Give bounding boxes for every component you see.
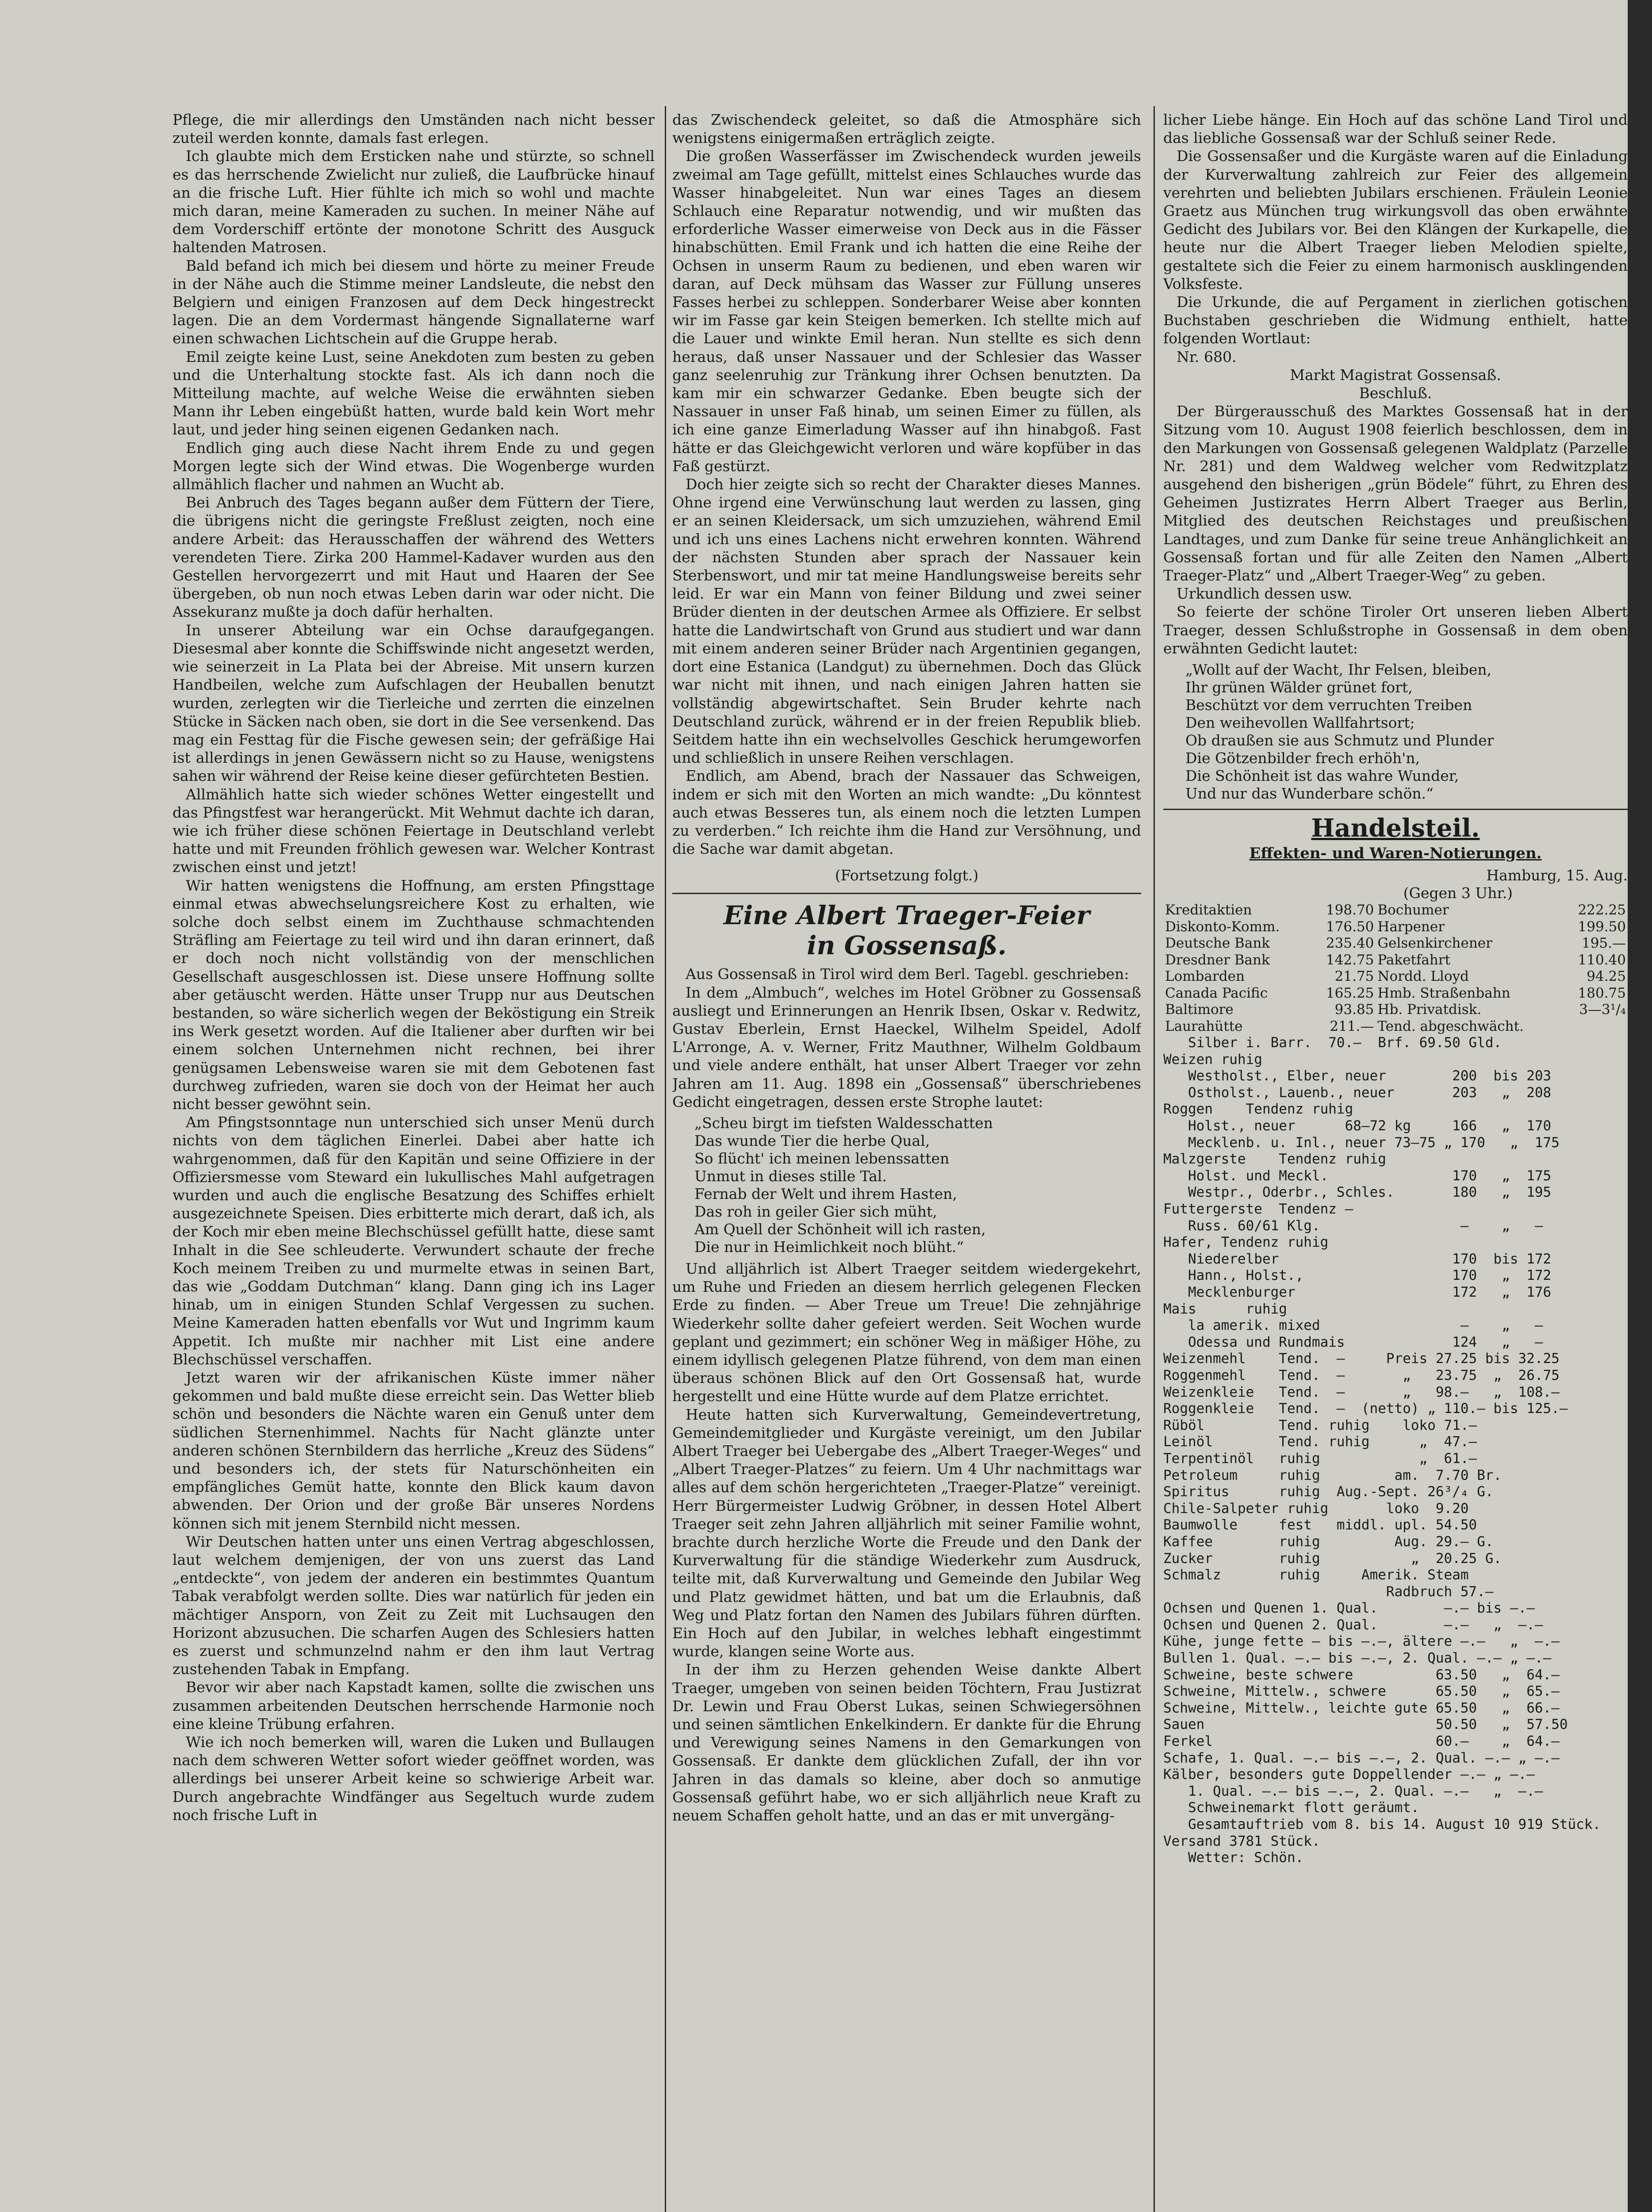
market-quote-line: Weizen ruhig <box>1163 1051 1262 1068</box>
paragraph: Allmählich hatte sich wieder schönes Wetter eingestellt und das Pfingstfest war herangerückt. Mit Wehmut dachte ich daran, wie ich früher diese schönen Feiertage in Deutschland verlebt hatte und mit Freunden fröhlich gewesen war. Welcher Kontrast zwischen einst und jetzt! <box>172 785 655 876</box>
market-quote-line: Westpr., Oderbr., Schles. 180 „ 195 <box>1163 1184 1552 1201</box>
market-quote-line: Sauen 50.50 „ 57.50 <box>1163 1717 1568 1733</box>
paragraph: In der ihm zu Herzen gehenden Weise dankte Albert Traeger, umgeben von seinen beiden Töchtern, Frau Justizrat Dr. Lewin und Frau Oberst Lukas, seinen Schwiegersöhnen und seinen sämtlichen Enkelkindern. Er dankte für die Ehrung und Verewigung seines Namens in den Gemarkungen von Gossensaß. Er dankte dem glücklichen Zufall, der ihn vor Jahren in das damals so kleine, aber doch so anmutige Gossensaß geführt habe, wo er sich alljährlich neue Kraft zu neuem Schaffen geholt hatte, und an das er mit unvergäng- <box>672 1661 1141 1824</box>
paragraph: Urkundlich dessen usw. <box>1177 585 1353 603</box>
paragraph: Jetzt waren wir der afrikanischen Küste immer näher gekommen und bald mußte diese erreicht sein. Das Wetter blieb schön und besonders die Nächte waren ein Genuß unter dem südlichen Sternenhimmel. Nachts für Nacht glänzte unter anderen schönen Sternbildern das herrliche „Kreuz des Südens“ und besonders ich, der stets für Naturschönheiten ein empfängliches Gemüt hatte, konnte den Blick kaum davon abwenden. Der Orion und der große Bär unseres Nordens können sich mit jenem Sternbild nicht messen. <box>172 1369 655 1532</box>
stock-price: 3—3¹/₄ <box>1579 1002 1626 1018</box>
table-row <box>1163 1002 1628 1018</box>
stock-price: 195.— <box>1581 935 1626 952</box>
market-quote-line: Weizenmehl Tend. — Preis 27.25 bis 32.25 <box>1163 1351 1560 1367</box>
market-quote-line: Mecklenb. u. Inl., neuer 73—75 „ 170 „ 175 <box>1163 1134 1560 1151</box>
paragraph: Die großen Wasserfässer im Zwischendeck wurden jeweils zweimal am Tage gefüllt, mittelst eines Schlauches wurde das Wasser hinabgeleitet. Nun war eines Tages an diesem Schlauch eine Reparatur notwendig, und wir mußten das erforderliche Wasser eimerweise von Deck aus in die Fässer hinabschütten. Emil Frank und ich hatten die eine Reihe der Ochsen in unserm Raum zu bedienen, und eben waren wir daran, auf Deck mühsam das Wasser zur Füllung unseres Fasses herbei zu schleppen. Sonderbarer Weise aber konnten wir im Fasse gar kein Steigen bemerken. Ich stellte mich auf die Lauer und winkte Emil heran. Nun stellte es sich denn heraus, daß unser Nassauer und der Schlesier das Wasser ganz seelenruhig zur Tränkung ihrer Ochsen benutzten. Da kam mir ein schwarzer Gedanke. Eben beugte sich der Nassauer in unser Faß hinab, um seinen Eimer zu füllen, als ich eine ganze Eimerladung Wasser auf ihn hinabgoß. Fast hätte er das Gleichgewicht verloren und wäre kopfüber in das Faß gestürzt. <box>672 147 1141 475</box>
paragraph: Wir hatten wenigstens die Hoffnung, am ersten Pfingsttage einmal etwas abwechselungsreichere Kost zu erhalten, wie solche doch selbst einem im Zuchthause schmachtenden Sträfling am Feiertage zu teil wird und ihn daran erinnert, daß er doch noch nicht vollständig von der menschlichen Gesellschaft ausgeschlossen ist. Diese unsere Hoffnung sollte aber getäuscht werden. Hätte unser Trupp nur aus Deutschen bestanden, so wäre sicherlich wegen der Beköstigung ein Streik ins Werk gesetzt worden. Auf die Italiener aber durften wir bei einem solchen Unternehmen nicht rechnen, bei ihrer genügsamen Lebensweise waren sie mit dem Gebotenen fast durchweg zufrieden, waren sie doch von der Heimat her auch nicht besser gewöhnt sein. <box>172 876 655 1113</box>
table-row <box>1163 902 1628 919</box>
document-issuer: Markt Magistrat Gossensaß. <box>1290 366 1501 384</box>
paragraph: Wie ich noch bemerken will, waren die Luken und Bullaugen nach dem schweren Wetter sofort wieder geöffnet worden, was allerdings bei unserer Arbeit keine so schwierige Arbeit war. Durch angebrachte Windfänger aus Segeltuch wurde zudem noch frische Luft in <box>172 1733 655 1824</box>
stock-price: 93.85 <box>1334 1002 1374 1018</box>
dateline-place: Hamburg, 15. Aug. <box>1486 867 1628 884</box>
stock-price: 199.50 <box>1578 918 1626 935</box>
paragraph: Bei Anbruch des Tages begann außer dem Füttern der Tiere, die übrigens nicht die geringste Freßlust zeigten, noch eine andere Arbeit: das Herausschaffen der während des Wetters verendeten Tiere. Zirka 200 Hammel-Kadaver wurden aus den Gestellen hervorgezerrt und mit Haut und Haaren der See übergeben, ob nun noch etwas Leben darin war oder nicht. Die Assekuranz mußte ja doch dafür herhalten. <box>172 494 655 621</box>
dateline-time: (Gegen 3 Uhr.) <box>1403 884 1513 902</box>
paragraph: Die Gossensaßer und die Kurgäste waren auf die Einladung der Kurverwaltung zahlreich zur Feier des allgemein verehrten und beliebten Jubilars erschienen. Fräulein Leonie Graetz aus München trug wirkungsvoll das oben erwähnte Gedicht des Jubilars vor. Bei den Klängen der Kurkapelle, die heute nur die Albert Traeger lieben Melodien spielte, gestaltete sich die Feier zu einem harmonisch ausklingenden Volksfeste. <box>1163 147 1628 292</box>
market-quote-line: Leinöl Tend. ruhig „ 47.— <box>1163 1434 1477 1450</box>
table-row <box>1163 968 1628 985</box>
stock-name: Harpener <box>1377 918 1445 935</box>
stock-price: 21.75 <box>1334 968 1374 985</box>
section-title: Handelsteil. <box>1311 814 1480 843</box>
poem-stanza: „Wollt auf der Wacht, Ihr Felsen, bleiben, Ihr grünen Wälder grünet fort, Beschützt vor dem verruchten Treiben Den weihevollen Wallfahrtsort; Ob draußen sie aus Schmutz und Plunder Die Götzenbilder frech erhöh'n, Die Schönheit ist das wahre Wunder, Und nur das Wunderbare schön.“ <box>1185 661 1494 803</box>
stock-price: 110.40 <box>1578 952 1626 968</box>
stock-name: Bochumer <box>1377 902 1449 918</box>
stock-price: 222.25 <box>1578 902 1626 918</box>
market-quote-line: Bullen 1. Qual. —.— bis —.—, 2. Qual. —.— „ —.— <box>1163 1650 1552 1667</box>
market-quote-line: Malzgerste Tendenz ruhig <box>1163 1151 1386 1167</box>
stock-name: Kreditaktien <box>1165 902 1252 918</box>
paragraph: Endlich ging auch diese Nacht ihrem Ende zu und gegen Morgen legte sich der Wind etwas. Die Wogenberge wurden allmählich flacher und nahmen an Wucht ab. <box>172 439 655 493</box>
paragraph: Aus Gossensaß in Tirol wird dem Berl. Tagebl. geschrieben: <box>686 965 1129 983</box>
stock-name: Diskonto-Komm. <box>1165 918 1280 935</box>
market-quote-line: Rüböl Tend. ruhig loko 71.— <box>1163 1417 1477 1433</box>
market-quote-line: Silber i. Barr. 70.— Brf. 69.50 Gld. <box>1163 1035 1502 1051</box>
market-quote-line: Baumwolle fest middl. upl. 54.50 <box>1163 1517 1477 1533</box>
section-subtitle: Effekten- und Waren-Notierungen. <box>1249 845 1542 863</box>
section-separator <box>1163 809 1628 810</box>
market-quote-line: Radbruch 57.— <box>1163 1583 1494 1600</box>
market-quote-line: Niederelber 170 bis 172 <box>1163 1251 1552 1267</box>
market-quote-line: Hafer, Tendenz ruhig <box>1163 1234 1329 1251</box>
paragraph: Wir Deutschen hatten unter uns einen Vertrag abgeschlossen, laut welchem demjenigen, der von uns zuerst das Land „entdeckte“, von jedem der anderen ein bestimmtes Quantum Tabak verabfolgt werden sollte. Dies war natürlich für jeden ein mächtiger Ansporn, von Zeit zu Zeit mit Luchsaugen den Horizont abzusuchen. Die scharfen Augen des Schlesiers hatten es zuerst und schmunzelnd nahm er den ihm laut Vertrag zustehenden Tabak in Empfang. <box>172 1532 655 1678</box>
paragraph: Heute hatten sich Kurverwaltung, Gemeindevertretung, Gemeindemitglieder und Kurgäste vereinigt, um den Jubilar Albert Traeger bei Uebergabe des „Albert Traeger-Weges“ und „Albert Traeger-Platzes“ zu feiern. Um 4 Uhr nachmittags war alles auf dem schön hergerichteten „Traeger-Platze“ vereinigt. Herr Bürgermeister Ludwig Gröbner, in dessen Hotel Albert Traeger seit zehn Jahren alljährlich mit seiner Familie wohnt, brachte durch herzliche Worte die Freude und den Dank der Kurverwaltung für die ständige Wiederkehr zum Ausdruck, teilte mit, daß Kurverwaltung und Gemeinde den Jubilar Weg und Platz gewidmet hätten, und bat um die Erlaubnis, daß Weg und Platz fortan den Namen des Jubilars führen dürften. Ein Hoch auf den Jubilar, in welches lebhaft eingestimmt wurde, klangen seine Worte aus. <box>672 1406 1141 1660</box>
paragraph: Ich glaubte mich dem Ersticken nahe und stürzte, so schnell es das herrschende Zwielicht nur zuließ, die Laufbrücke hinauf an die frische Luft. Hier fühlte ich mich so wohl und machte mich daran, meine Kameraden zu suchen. In meiner Nähe auf dem Vorderschiff ertönte der monotone Schritt des Ausguck haltenden Matrosen. <box>172 147 655 256</box>
article-separator <box>672 893 1141 894</box>
stock-price: 180.75 <box>1578 985 1626 1001</box>
market-quote-line: Mecklenburger 172 „ 176 <box>1163 1284 1552 1300</box>
market-quote-line: Ostholst., Lauenb., neuer 203 „ 208 <box>1163 1084 1552 1101</box>
stock-quotes-table <box>1163 902 1628 1035</box>
article-headline <box>672 900 1141 960</box>
stock-name: Nordd. Lloyd <box>1377 968 1469 985</box>
page-edge <box>1628 0 1652 2212</box>
paragraph: Und alljährlich ist Albert Traeger seitdem wiedergekehrt, um Ruhe und Frieden an diesem herrlich gelegenen Flecken Erde zu finden. — Aber Treue um Treue! Die zehnjährige Wiederkehr sollte daher gefeiert werden. Seit Wochen wurde geplant und gezimmert; ein schöner Weg in mäßiger Höhe, zu einem idyllisch gelegenen Platze führend, von dem man einen überaus schönen Blick auf den Ort Gossensaß hat, wurde hergestellt und eine Hütte wurde auf dem Platze errichtet. <box>672 1260 1141 1405</box>
paragraph: Pflege, die mir allerdings den Umständen nach nicht besser zuteil werden konnte, damals fast erlegen. <box>172 111 655 147</box>
market-quote-line: Chile-Salpeter ruhig loko 9.20 <box>1163 1500 1469 1517</box>
table-row <box>1163 935 1628 952</box>
paragraph: Bald befand ich mich bei diesem und hörte zu meiner Freude in der Nähe auch die Stimme meiner Landsleute, die nebst den Belgiern und einigen Franzosen auf dem Deck hingestreckt lagen. Die an dem Vordermast hängende Signallaterne warf einen schwachen Lichtschein auf die Gruppe herab. <box>172 257 655 347</box>
market-quote-line: Zucker ruhig „ 20.25 G. <box>1163 1550 1502 1567</box>
paragraph: Die Urkunde, die auf Pergament in zierlichen gotischen Buchstaben geschrieben die Widmung enthielt, hatte folgenden Wortlaut: <box>1163 293 1628 347</box>
market-quote-line: Odessa und Rundmais 124 „ — <box>1163 1334 1543 1350</box>
market-quotes <box>1163 1035 1628 1866</box>
market-quote-line: Schmalz ruhig Amerik. Steam <box>1163 1567 1469 1583</box>
paragraph: das Zwischendeck geleitet, so daß die Atmosphäre sich wenigstens einigermaßen erträglich zeigte. <box>672 111 1141 147</box>
market-quote-line: Holst., neuer 68—72 kg 166 „ 170 <box>1163 1118 1552 1134</box>
market-quote-line: Schafe, 1. Qual. —.— bis —.—, 2. Qual. —.— „ —.— <box>1163 1750 1560 1766</box>
paragraph: In dem „Almbuch“, welches im Hotel Gröbner zu Gossensaß ausliegt und Erinnerungen an Henrik Ibsen, Oskar v. Redwitz, Gustav Eberlein, Ernst Haeckel, Wilhelm Speidel, Adolf L'Arronge, A. v. Werner, Fritz Mauthner, Wilhelm Goldbaum und viele andere enthält, hat unser Albert Traeger vor zehn Jahren am 11. Aug. 1898 ein „Gossensaß“ überschriebenes Gedicht eingetragen, dessen erste Strophe lautet: <box>672 983 1141 1110</box>
market-quote-line: Ferkel 60.— „ 64.— <box>1163 1733 1560 1750</box>
market-quote-line: Kälber, besonders gute Doppellender —.— „ —.— <box>1163 1767 1535 1783</box>
market-quote-line: Ochsen und Quenen 1. Qual. —.— bis —.— <box>1163 1600 1535 1617</box>
headline-line-1: Eine Albert Traeger-Feier <box>723 900 1090 931</box>
headline-line-2: in Gossensaß. <box>807 930 1007 961</box>
stock-name: Laurahütte <box>1165 1018 1243 1034</box>
document-heading: Beschluß. <box>1359 384 1432 402</box>
paragraph: Endlich, am Abend, brach der Nassauer das Schweigen, indem er sich mit den Worten an mich wandte: „Du könntest auch etwas Besseres tun, als einem noch die letzten Lumpen zu verderben.“ Ich reichte ihm die Hand zur Versöhnung, und die Sache war damit abgetan. <box>672 767 1141 858</box>
stock-price: 235.40 <box>1326 935 1374 952</box>
market-quote-line: Roggen Tendenz ruhig <box>1163 1101 1353 1118</box>
column-rule-1 <box>665 106 666 2212</box>
stock-name: Baltimore <box>1165 1002 1234 1018</box>
market-quote-line: Holst. und Meckl. 170 „ 175 <box>1163 1167 1552 1184</box>
market-quote-line: Ochsen und Quenen 2. Qual. —.— „ —.— <box>1163 1617 1543 1633</box>
market-quote-line: Schweine, Mittelw., schwere 65.50 „ 65.— <box>1163 1683 1560 1700</box>
continuation-note: (Fortsetzung folgt.) <box>835 867 979 884</box>
column-1 <box>172 111 655 2212</box>
stock-price <box>1563 1018 1628 1035</box>
market-quote-line: Weizenkleie Tend. — „ 98.— „ 108.— <box>1163 1384 1560 1400</box>
column-2 <box>672 111 1141 2212</box>
table-row <box>1163 919 1628 936</box>
stock-name: Lombarden <box>1165 968 1245 985</box>
paragraph: So feierte der schöne Tiroler Ort unseren lieben Albert Traeger, dessen Schlußstrophe in Gossensaß in dem oben erwähnten Gedicht lautet: <box>1163 603 1628 657</box>
stock-name: Deutsche Bank <box>1165 935 1270 952</box>
stock-price: 94.25 <box>1587 968 1626 985</box>
market-quote-line: Schweine, Mittelw., leichte gute 65.50 „ 66.— <box>1163 1700 1560 1716</box>
market-quote-line: Westholst., Elber, neuer 200 bis 203 <box>1163 1068 1552 1084</box>
market-quote-line: Kaffee ruhig Aug. 29.— G. <box>1163 1533 1494 1550</box>
stock-name: Gelsenkirchener <box>1377 935 1492 952</box>
market-quote-line: Roggenmehl Tend. — „ 23.75 „ 26.75 <box>1163 1367 1560 1383</box>
table-row <box>1163 952 1628 969</box>
stock-price: 165.25 <box>1326 985 1374 1001</box>
table-row <box>1163 1018 1628 1035</box>
poem-stanza: „Scheu birgt im tiefsten Waldesschatten Das wunde Tier die herbe Qual, So flücht' ich meinen lebenssatten Unmut in dieses stille Tal. Fernab der Welt und ihrem Hasten, Das roh in geiler Gier sich müht, Am Quell der Schönheit will ich rasten, Die nur in Heimlichkeit noch blüht.“ <box>694 1114 993 1256</box>
paragraph: Bevor wir aber nach Kapstadt kamen, sollte die zwischen uns zusammen arbeitenden Deutschen herrschende Harmonie noch eine kleine Trübung erfahren. <box>172 1678 655 1732</box>
market-quote-line: la amerik. mixed — „ — <box>1163 1317 1543 1334</box>
market-quote-line: Russ. 60/61 Klg. — „ — <box>1163 1217 1543 1234</box>
market-quote-line: Versand 3781 Stück. <box>1163 1833 1320 1849</box>
market-quote-line: Hann., Holst., 170 „ 172 <box>1163 1267 1552 1284</box>
market-quote-line: Petroleum ruhig am. 7.70 Br. <box>1163 1467 1502 1483</box>
paragraph: Emil zeigte keine Lust, seine Anekdoten zum besten zu geben und die Unterhaltung stockte fast. Als ich dann noch die Mitteilung machte, auf welche Weise die erwähnten sieben Mann ihr Leben eingebüßt hatten, wurde bald kein Wort mehr laut, und jeder hing seinen eigenen Gedanken nach. <box>172 348 655 438</box>
stock-price: 142.75 <box>1326 952 1374 968</box>
market-quote-line: 1. Qual. —.— bis —.—, 2. Qual. —.— „ —.— <box>1163 1783 1543 1799</box>
market-quote-line: Roggenkleie Tend. — (netto) „ 110.— bis 125.— <box>1163 1401 1568 1417</box>
stock-price: 176.50 <box>1326 918 1374 935</box>
paragraph: licher Liebe hänge. Ein Hoch auf das schöne Land Tirol und das liebliche Gossensaß war der Schluß seiner Rede. <box>1163 111 1628 147</box>
market-quote-line: Futtergerste Tendenz — <box>1163 1201 1353 1217</box>
stock-name: Paketfahrt <box>1377 952 1451 968</box>
market-quote-line: Schweinemarkt flott geräumt. <box>1163 1800 1419 1816</box>
market-quote-line: Schweine, beste schwere 63.50 „ 64.— <box>1163 1667 1560 1683</box>
paragraph: Der Bürgerausschuß des Marktes Gossensaß hat in der Sitzung vom 10. August 1908 feierlich beschlossen, dem in den Markungen von Gossensaß gelegenen Waldplatz (Parzelle Nr. 281) und dem Waldweg welcher vom Redwitzplatz ausgehend den bisherigen „grün Bödele“ führt, zu Ehren des Geheimen Justizrates Herrn Albert Traeger aus Berlin, Mitglied des deutschen Reichstages und preußischen Landtages, und zum Danke für seine treue Anhänglichkeit an Gossensaß fortan und für alle Zeiten den Namen „Albert Traeger-Platz“ und „Albert Traeger-Weg“ zu geben. <box>1163 403 1628 584</box>
stock-name: Canada Pacific <box>1165 985 1268 1001</box>
column-3 <box>1163 111 1628 2212</box>
table-row <box>1163 985 1628 1002</box>
market-quote-line: Mais ruhig <box>1163 1301 1287 1317</box>
document-number: Nr. 680. <box>1177 348 1237 365</box>
stock-name: Tend. abgeschwächt. <box>1377 1018 1524 1034</box>
paragraph: In unserer Abteilung war ein Ochse daraufgegangen. Diesesmal aber konnte die Schiffswinde nicht angesetzt werden, wie seinerzeit in La Plata bei der Abreise. Mit unsern kurzen Handbeilen, welche zum Aufschlagen der Heuballen benutzt wurden, zerlegten wir die Tierleiche und zerrten die einzelnen Stücke in Säcken nach oben, sie dort in die See versenkend. Das mag ein Festtag für die Fische gewesen sein; der gefräßige Hai ist allerdings in jenen Gewässern nicht so zu Hause, wenigstens sahen wir während der Reise keine dieser gefürchteten Bestien. <box>172 621 655 785</box>
market-quote-line: Wetter: Schön. <box>1163 1850 1304 1866</box>
stock-name: Hmb. Straßenbahn <box>1377 985 1510 1001</box>
market-quote-line: Spiritus ruhig Aug.-Sept. 26³/₄ G. <box>1163 1484 1494 1500</box>
paragraph: Am Pfingstsonntage nun unterschied sich unser Menü durch nichts von dem täglichen Einerlei. Dabei aber hatte ich wahrgenommen, daß für den Kapitän und seine Offiziere in der Offiziersmesse vom Steward ein lukullisches Mahl aufgetragen wurden und auch die englische Besatzung des Schiffes erhielt ausgezeichnete Speisen. Dies erbitterte mich derart, daß ich, als der Koch mir eben meine Blechschüssel gefüllt hatte, diese samt Inhalt in die See schleuderte. Verwundert schaute der freche Koch meinem Treiben zu und murmelte etwas in seinen Bart, das wie „Goddam Dutchman“ klang. Dann ging ich ins Lager hinab, um in einigen Stunden Schlaf Vergessen zu suchen. Meine Kameraden hatten ebenfalls vor Wut und Ingrimm kaum Appetit. Ich mußte mir nachher mit List eine andere Blechschüssel verschaffen. <box>172 1114 655 1368</box>
column-rule-2 <box>1154 106 1155 2212</box>
stock-name: Hb. Privatdisk. <box>1377 1002 1482 1018</box>
stock-price: 211.— <box>1330 1018 1374 1034</box>
stock-name: Dresdner Bank <box>1165 952 1270 968</box>
market-quote-line: Kühe, junge fette — bis —.—, ältere —.— „ —.— <box>1163 1633 1560 1650</box>
stock-price: 198.70 <box>1326 902 1374 918</box>
paragraph: Doch hier zeigte sich so recht der Charakter dieses Mannes. Ohne irgend eine Verwünschung laut werden zu lassen, ging er an seinen Kleidersack, um sich umzuziehen, während Emil und ich uns eines Lachens nicht erwehren konnten. Während der nächsten Stunden aber sprach der Nassauer kein Sterbenswort, und mir tat meine Handlungsweise bereits sehr leid. Er war ein Mann von feiner Bildung und zwei seiner Brüder dienten in der deutschen Armee als Offiziere. Er selbst hatte die Landwirtschaft von Grund aus studiert und war dann mit einem anderen seiner Brüder nach Argentinien gegangen, dort eine Estanica (Landgut) zu übernehmen. Doch das Glück war nicht mit ihnen, und nach einigen Jahren hatten sie vollständig abgewirtschaftet. Sein Bruder kehrte nach Deutschland zurück, während er in der freien Republik blieb. Seitdem hatte ihn ein wechselvolles Geschick herumgeworfen und schließlich in unsere Reihen verschlagen. <box>672 476 1141 767</box>
market-quote-line: Terpentinöl ruhig „ 61.— <box>1163 1450 1477 1467</box>
market-quote-line: Gesamtauftrieb vom 8. bis 14. August 10 919 Stück. <box>1163 1816 1601 1832</box>
